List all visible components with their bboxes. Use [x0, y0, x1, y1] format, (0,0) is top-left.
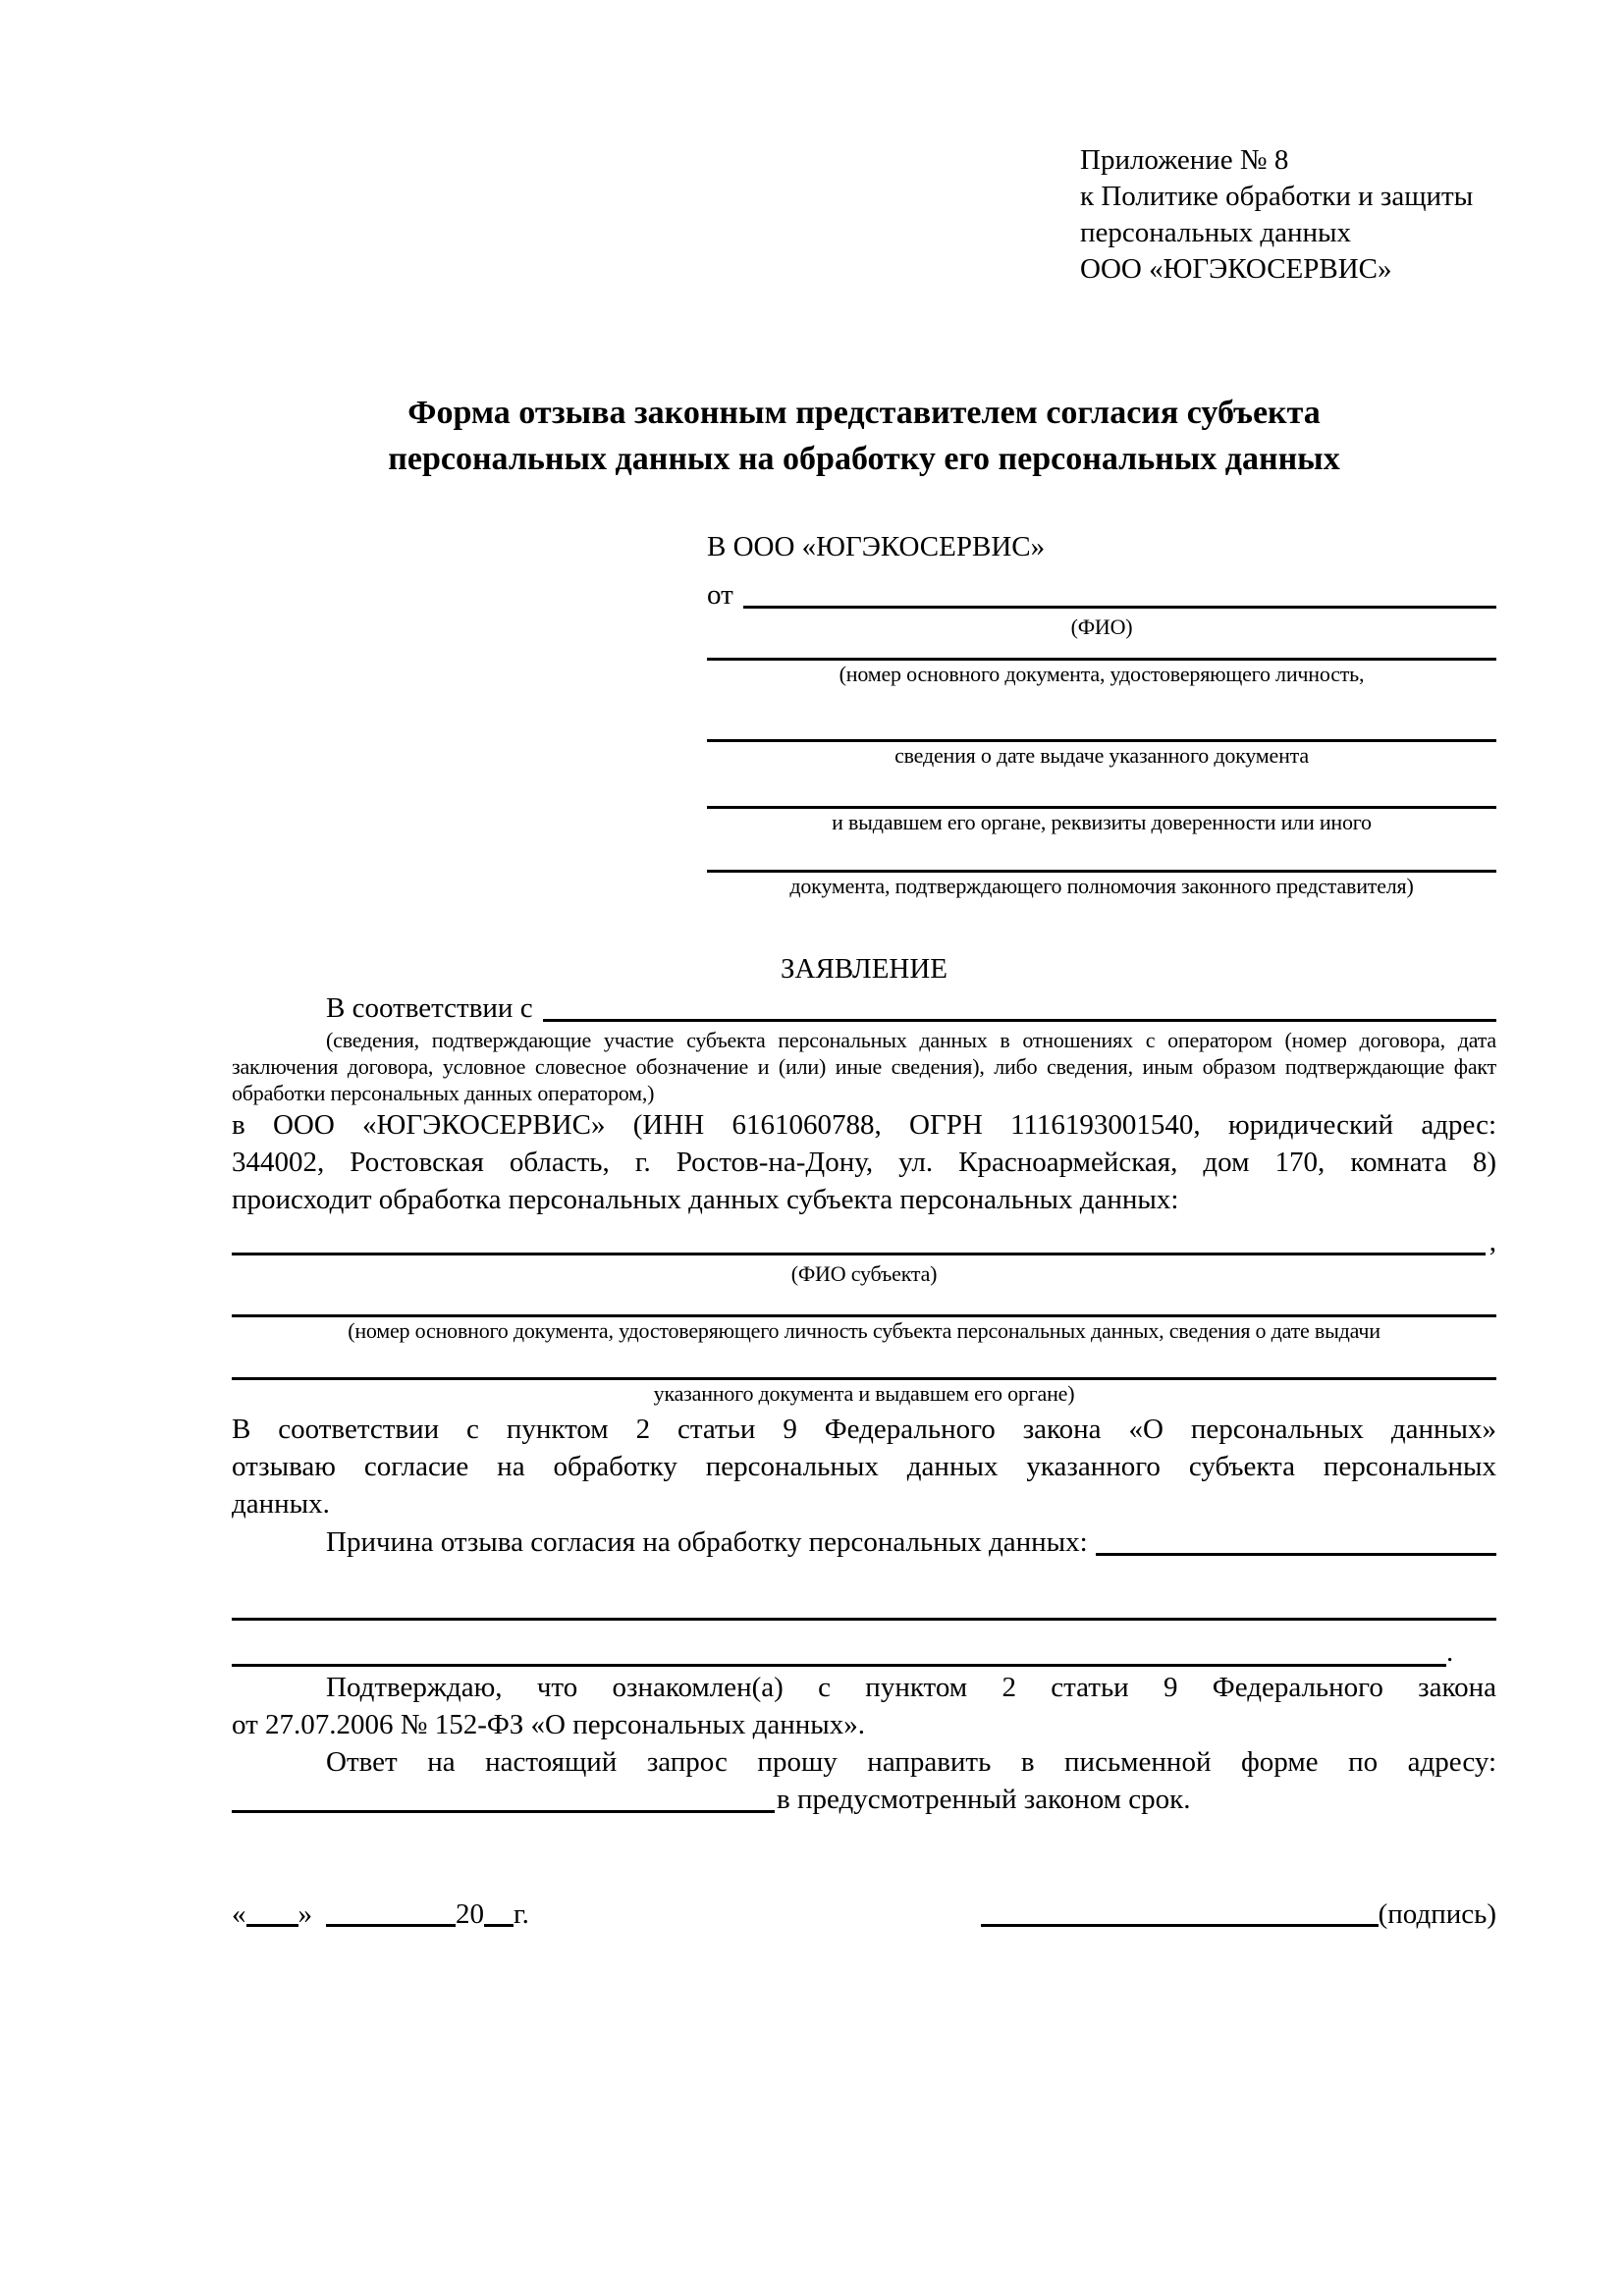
header-note-line: персональных данных: [1080, 217, 1352, 248]
signature-input-line[interactable]: [981, 1898, 1379, 1927]
date-month-input-line[interactable]: [326, 1898, 456, 1927]
reason-row: [232, 1523, 1496, 1561]
address-input-line[interactable]: [232, 1810, 775, 1813]
from-row: [707, 576, 1496, 614]
representative-doc-caption-2: сведения о дате выдаче указанного документа: [894, 743, 1309, 768]
subject-doc-field: [232, 1362, 1496, 1407]
subject-fio-comma: ,: [1489, 1226, 1496, 1257]
signature-group: [981, 1895, 1496, 1933]
subject-doc-input-line-1[interactable]: [232, 1299, 1496, 1317]
representative-doc-caption-3: и выдавшем его органе, реквизиты доверенности или иного: [832, 810, 1372, 834]
document-title-line: персональных данных на обработку его персональных данных: [388, 441, 1340, 477]
subject-doc-caption-2: указанного документа и выдавшем его органе): [653, 1381, 1075, 1406]
document-title-line: Форма отзыва законным представителем согласия субъекта: [407, 395, 1321, 431]
statement-heading: ЗАЯВЛЕНИЕ: [780, 953, 948, 985]
term-text: в предусмотренный законом срок.: [777, 1784, 1191, 1815]
date-signature-row: [232, 1895, 1496, 1933]
signature-caption: (подпись): [1378, 1898, 1496, 1930]
answer-address-row: [232, 1781, 1496, 1818]
representative-doc-field: [707, 854, 1496, 899]
addressee-block: [707, 528, 1496, 899]
basis-small-print: [232, 1027, 1496, 1106]
subject-fio-row: [232, 1223, 1496, 1260]
fio-caption: (ФИО): [1070, 614, 1133, 639]
basis-row: [232, 989, 1496, 1027]
representative-doc-input-line-4[interactable]: [707, 854, 1496, 873]
header-note: [1080, 142, 1496, 288]
document-title: [232, 390, 1496, 482]
document-content: [232, 0, 1496, 1933]
from-label: от: [707, 579, 733, 611]
representative-doc-field: [707, 790, 1496, 835]
paragraph-line: происходит обработка персональных данных субъекта персональных данных:: [232, 1184, 1179, 1215]
paragraph-line: отзываю согласие на обработку персональных данных указанного субъекта персональных: [232, 1451, 1496, 1482]
representative-doc-input-line-1[interactable]: [707, 642, 1496, 661]
subject-doc-field: [232, 1299, 1496, 1344]
date-group: [232, 1895, 529, 1933]
reason-label: Причина отзыва согласия на обработку персональных данных:: [326, 1526, 1088, 1558]
reason-input-line-1[interactable]: [1096, 1553, 1496, 1556]
paragraph-line: от 27.07.2006 № 152-ФЗ «О персональных данных».: [232, 1709, 866, 1740]
reason-input-line-2[interactable]: [232, 1602, 1496, 1621]
operator-paragraph: [232, 1106, 1496, 1218]
basis-input-line[interactable]: [543, 1019, 1496, 1022]
reason-input-line-3[interactable]: [232, 1648, 1446, 1667]
year-prefix: 20: [456, 1898, 484, 1930]
subject-fio-input-line[interactable]: [232, 1253, 1486, 1255]
answer-paragraph: Ответ на настоящий запрос прошу направить в письменной форме по адресу:: [326, 1746, 1496, 1778]
quote-open: «: [232, 1898, 246, 1930]
subject-doc-input-line-2[interactable]: [232, 1362, 1496, 1380]
confirm-paragraph: [232, 1669, 1496, 1743]
paragraph-line: 344002, Ростовская область, г. Ростов-на-Дону, ул. Красноармейская, дом 170, комната 8): [232, 1147, 1496, 1178]
small-print-line: (сведения, подтверждающие участие субъекта персональных данных в отношениях с оператором (номер договора, дата: [326, 1028, 1496, 1052]
quote-close: »: [298, 1898, 312, 1930]
paragraph-line: данных.: [232, 1488, 330, 1520]
small-print-line: заключения договора, условное словесное обозначение и (или) иные сведения), либо сведения, иным образом подтверждающие факт: [232, 1054, 1496, 1079]
reason-period: .: [1446, 1636, 1454, 1668]
addressee-to: В ООО «ЮГЭКОСЕРВИС»: [707, 531, 1046, 562]
subject-fio-caption: (ФИО субъекта): [790, 1261, 938, 1286]
paragraph-line: Подтверждаю, что ознакомлен(а) с пунктом 2 статьи 9 Федерального закона: [326, 1672, 1496, 1703]
header-note-line: ООО «ЮГЭКОСЕРВИС»: [1080, 253, 1392, 285]
representative-doc-field: [707, 642, 1496, 687]
small-print-line: обработки персональных данных оператором,): [232, 1081, 655, 1105]
representative-doc-field: [707, 723, 1496, 769]
representative-doc-input-line-2[interactable]: [707, 723, 1496, 742]
date-year-input-line[interactable]: [484, 1898, 514, 1927]
representative-doc-caption-4: документа, подтверждающего полномочия законного представителя): [789, 874, 1414, 898]
paragraph-line: в ООО «ЮГЭКОСЕРВИС» (ИНН 6161060788, ОГРН 1116193001540, юридический адрес:: [232, 1109, 1496, 1141]
subject-doc-caption-1: (номер основного документа, удостоверяющего личность субъекта персональных данных, сведения о дате выдачи: [348, 1318, 1380, 1343]
basis-label: В соответствии с: [326, 992, 533, 1024]
withdraw-paragraph: [232, 1411, 1496, 1522]
representative-fio-input-line[interactable]: [743, 606, 1496, 609]
representative-doc-input-line-3[interactable]: [707, 790, 1496, 809]
paragraph-line: В соответствии с пунктом 2 статьи 9 Федерального закона «О персональных данных»: [232, 1414, 1496, 1445]
header-note-line: Приложение № 8: [1080, 144, 1289, 176]
date-day-input-line[interactable]: [246, 1898, 298, 1927]
reason-end-row: [232, 1638, 1496, 1667]
header-note-line: к Политике обработки и защиты: [1080, 181, 1474, 212]
representative-doc-caption-1: (номер основного документа, удостоверяющего личность,: [839, 662, 1365, 686]
year-suffix: г.: [514, 1898, 529, 1930]
